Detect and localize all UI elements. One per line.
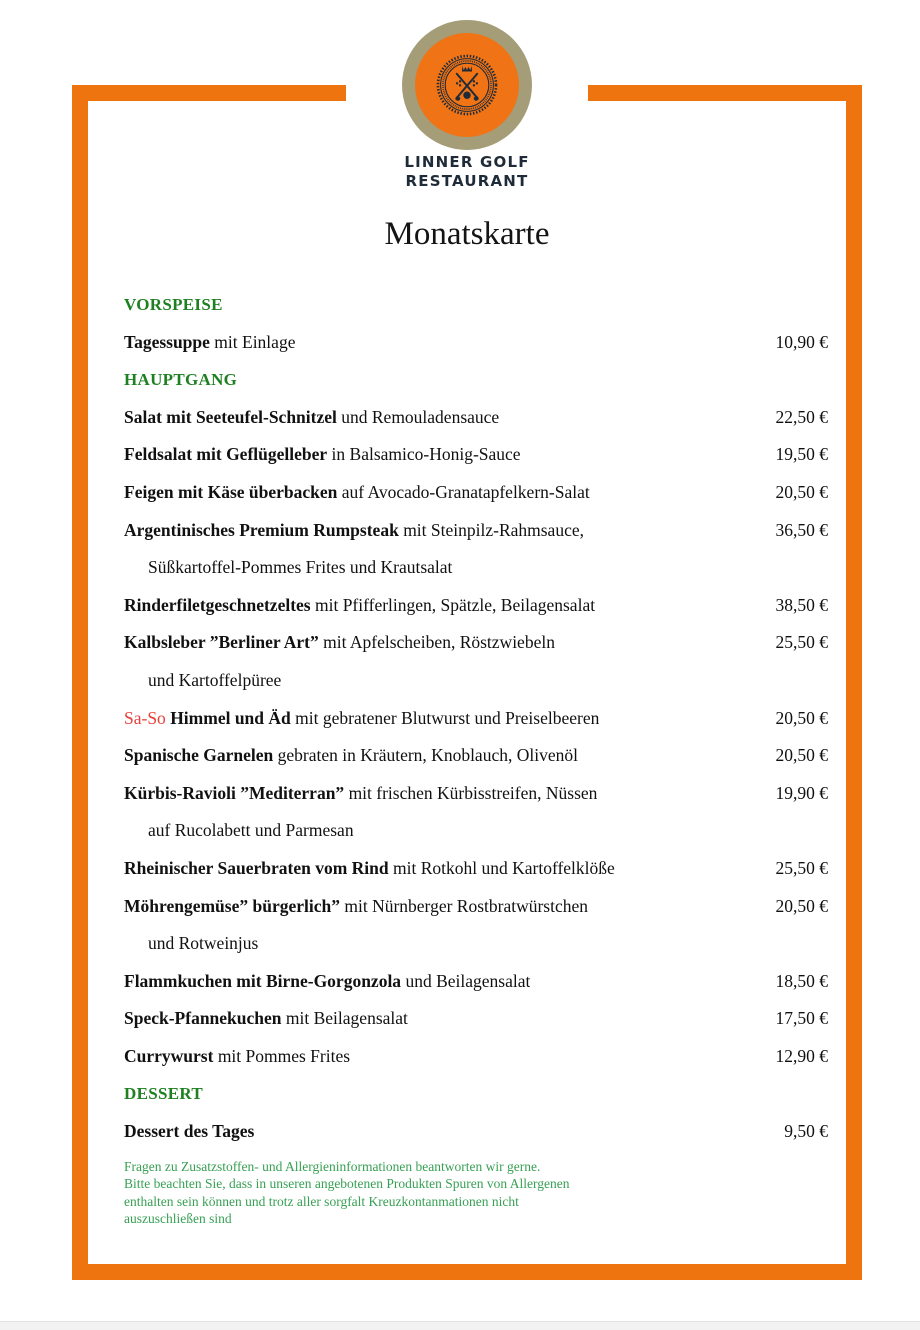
item-price: 18,50 € [775, 970, 828, 991]
menu-item-text [124, 624, 555, 662]
item-price: 20,50 € [775, 745, 828, 766]
wordmark-line-2: RESTAURANT [405, 172, 529, 190]
item-price: 19,50 € [775, 444, 828, 465]
item-extra-line: und Rotweinjus [148, 933, 259, 954]
item-name: Flammkuchen mit Birne-Gorgonzola [124, 970, 402, 991]
item-price: 19,90 € [775, 782, 828, 803]
item-price: 12,90 € [775, 1045, 828, 1066]
menu-content [124, 286, 828, 1228]
item-price: 20,50 € [775, 707, 828, 728]
menu-item-text [124, 737, 578, 775]
item-description: mit Einlage [209, 331, 296, 352]
item-description: mit Pommes Frites [213, 1045, 351, 1066]
item-name: Himmel und Äd [170, 707, 291, 728]
item-name: Feigen mit Käse überbacken [124, 481, 338, 502]
golf-clubs-crown-emblem-icon [434, 52, 500, 118]
item-description: und Remouladensauce [336, 406, 500, 427]
menu-item-row [124, 888, 828, 926]
item-description: mit gebratener Blutwurst und Preiselbeeren [290, 707, 600, 728]
menu-item-row [124, 1000, 828, 1038]
item-name: Dessert des Tages [124, 1121, 255, 1142]
menu-item-text [124, 474, 590, 512]
item-description: gebraten in Kräutern, Knoblauch, Olivenöl [273, 745, 578, 766]
menu-item-text [124, 324, 295, 362]
restaurant-logo [402, 20, 532, 150]
item-name: Kürbis-Ravioli ”Mediterran” [124, 782, 345, 803]
menu-item-text [124, 1000, 408, 1038]
note-line: Fragen zu Zusatzstoffen- und Allergieninformationen beantworten wir gerne. [124, 1158, 541, 1174]
page-bottom-edge [0, 1321, 920, 1330]
brand-wordmark [404, 153, 529, 191]
item-price: 25,50 € [775, 632, 828, 653]
item-name: Feldsalat mit Geflügelleber [124, 444, 328, 465]
menu-item-text [124, 1038, 350, 1076]
menu-item-text [124, 963, 530, 1001]
menu-item-text [124, 512, 584, 550]
item-name: Spanische Garnelen [124, 745, 274, 766]
section-header: DESSERT [124, 1084, 203, 1104]
item-description: auf Avocado-Granatapfelkern-Salat [337, 481, 590, 502]
item-price: 9,50 € [784, 1121, 828, 1142]
menu-item-text [124, 1113, 254, 1151]
item-name: Currywurst [124, 1045, 214, 1066]
item-description: in Balsamico-Honig-Sauce [327, 444, 521, 465]
item-name: Kalbsleber ”Berliner Art” [124, 632, 319, 653]
menu-item-text [124, 700, 599, 738]
item-description: mit frischen Kürbisstreifen, Nüssen [344, 782, 598, 803]
item-description: mit Rotkohl und Kartoffelklöße [388, 857, 615, 878]
item-description: mit Steinpilz-Rahmsauce, [398, 519, 584, 540]
item-description: mit Apfelscheiben, Röstzwiebeln [318, 632, 555, 653]
menu-item-row [124, 1038, 828, 1076]
item-extra-line: und Kartoffelpüree [148, 669, 282, 690]
menu-item-row [124, 399, 828, 437]
menu-item-row [124, 963, 828, 1001]
item-description: mit Nürnberger Rostbratwürstchen [339, 895, 589, 916]
section-header: VORSPEISE [124, 295, 223, 314]
page-title: Monatskarte [384, 216, 550, 252]
menu-item-row [124, 1113, 828, 1151]
note-line: auszuschließen sind [124, 1211, 232, 1227]
menu-item-text [124, 775, 597, 813]
item-description: mit Pfifferlingen, Spätzle, Beilagensalat [310, 594, 596, 615]
item-name: Möhrengemüse” bürgerlich” [124, 895, 340, 916]
item-name: Rheinischer Sauerbraten vom Rind [124, 857, 389, 878]
item-price: 17,50 € [775, 1008, 828, 1029]
item-price: 22,50 € [775, 406, 828, 427]
wordmark-line-1: LINNER GOLF [404, 153, 530, 171]
item-extra-line: Süßkartoffel-Pommes Frites und Krautsalat [148, 557, 453, 578]
item-price: 36,50 € [775, 519, 828, 540]
menu-item-row [124, 700, 828, 738]
menu-item-text [124, 587, 595, 625]
item-price: 20,50 € [775, 481, 828, 502]
menu-item-row [124, 587, 828, 625]
item-price: 25,50 € [775, 857, 828, 878]
item-name: Speck-Pfannekuchen [124, 1008, 282, 1029]
menu-item-row [124, 324, 828, 362]
item-price: 20,50 € [775, 895, 828, 916]
item-name: Rinderfiletgeschnetzeltes [124, 594, 311, 615]
menu-item-row [124, 474, 828, 512]
item-extra-line: auf Rucolabett und Parmesan [148, 820, 354, 841]
section-header: HAUPTGANG [124, 370, 238, 390]
menu-item-text [124, 399, 499, 437]
item-day-prefix: Sa-So [124, 707, 171, 728]
item-name: Argentinisches Premium Rumpsteak [124, 519, 399, 540]
menu-item-row [124, 624, 828, 662]
menu-item-row [124, 436, 828, 474]
logo-orange-disc [415, 33, 519, 137]
note-line: Bitte beachten Sie, dass in unseren angebotenen Produkten Spuren von Allergenen [124, 1176, 570, 1192]
menu-item-row [124, 775, 828, 813]
item-price: 10,90 € [775, 331, 828, 352]
note-line: enthalten sein können und trotz aller sorgfalt Kreuzkontanmationen nicht [124, 1193, 519, 1209]
item-price: 38,50 € [775, 594, 828, 615]
menu-item-text [124, 888, 588, 926]
menu-item-text [124, 436, 521, 474]
menu-item-row [124, 850, 828, 888]
allergen-note [124, 1158, 828, 1228]
menu-item-text [124, 850, 615, 888]
item-name: Tagessuppe [124, 331, 210, 352]
item-description: und Beilagensalat [401, 970, 531, 991]
item-name: Salat mit Seeteufel-Schnitzel [124, 406, 337, 427]
item-description: mit Beilagensalat [281, 1008, 408, 1029]
menu-list [124, 286, 828, 1151]
menu-item-row [124, 512, 828, 550]
menu-item-row [124, 737, 828, 775]
